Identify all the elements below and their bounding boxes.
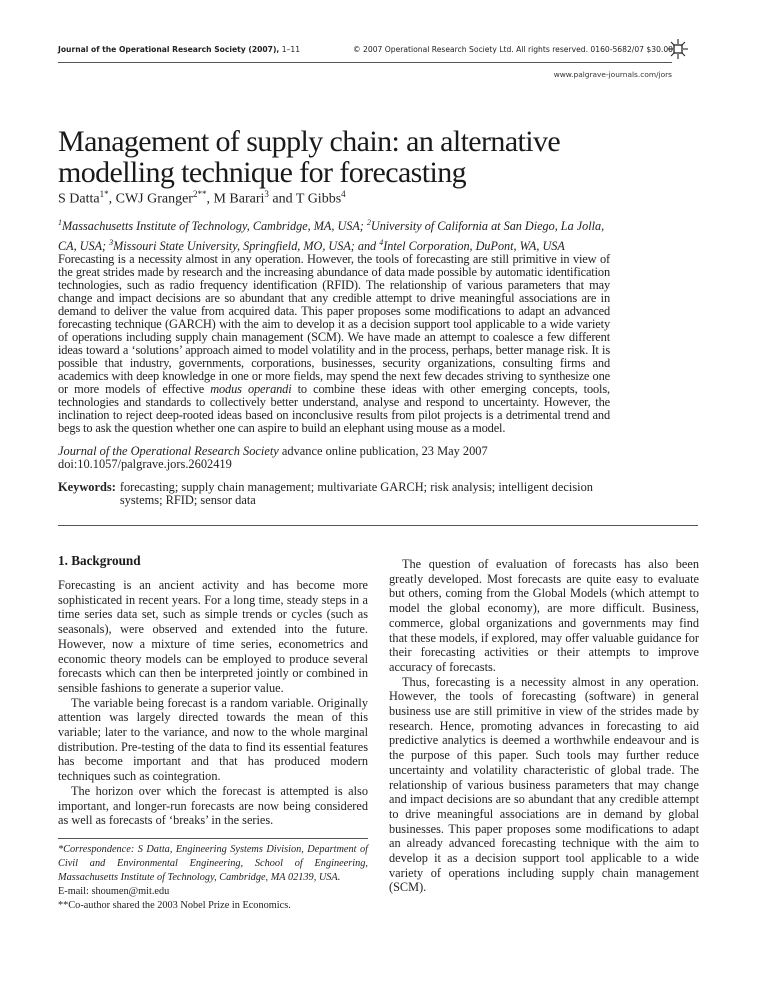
- header-divider: [58, 62, 672, 63]
- author-mark: 2**: [192, 189, 207, 199]
- doi[interactable]: doi:10.1057/palgrave.jors.2602419: [58, 457, 232, 471]
- affiliation: Massachusetts Institute of Technology, Cambridge, MA, USA;: [62, 219, 367, 234]
- author-mark: 4: [341, 189, 346, 199]
- paragraph: The horizon over which the forecast is attempted is also important, and longer-run forecasts are now being considered as well as forecasts of ‘breaks’ in the series.: [58, 783, 368, 828]
- affiliation-mark: 1: [58, 218, 62, 227]
- abstract-text: Forecasting is a necessity almost in any operation. However, the tools of forecasting are still primitive in view of the great strides made by research and the increasing abundance of data made possible by automatic identification technologies, such as radio frequency identification (RFID). The relationship of various parameters that may change and impact decisions are so abundant that any credible attempt to drive meaningful associations are in demand to deliver the value from acquired data. This paper proposes some modifications to adapt an advanced forecasting technique (GARCH) with the aim to develop it as a decision support tool applicable to a wide variety of operations including supply chain management (SCM). We have made an attempt to coalesce a few different ideas toward a ‘solutions’ approach aimed to model volatility and in the process, perhaps, better manage risk. It is possible that industry, governments, corporations, businesses, security organizations, consulting firms and academics with deep knowledge in one or more fields, may spend the next few decades striving to synthesize one or more models of effective: [58, 252, 610, 396]
- right-column: [389, 557, 699, 895]
- author-separator: ,: [108, 191, 116, 207]
- affiliation-mark: 4: [379, 237, 384, 247]
- citation-block: [58, 445, 618, 471]
- keywords-label: Keywords:: [58, 480, 116, 494]
- keywords: [58, 481, 618, 507]
- affiliations: [58, 215, 618, 254]
- journal-name: Journal of the Operational Research Society (2007),: [58, 45, 280, 54]
- author: CWJ Granger: [115, 191, 193, 207]
- affiliation: Intel Corporation, DuPont, WA, USA: [383, 238, 565, 253]
- email[interactable]: E-mail: shoumen@mit.edu: [58, 886, 170, 897]
- abstract-text: to combine these ideas with other emerging concepts, tools, technologies and standards to collectively better understand, analyse and respond to uncertainty. However, the inclination to reject deep-rooted ideas based on inconclusive results from pilot projects is a detrimental trend and begs to ask the question whether one can aspire to build an elephant using mouse as a model.: [58, 382, 610, 435]
- correspondence-note: *Correspondence: S Datta, Engineering Systems Division, Department of Civil and Environmental Engineering, School of Engineering, Massachusetts Institute of Technology, Cambridge, MA 02139, USA.: [58, 844, 368, 883]
- page-range: 1–11: [279, 45, 301, 54]
- affiliation: Missouri State University, Springfield, MO, USA; and: [113, 238, 380, 253]
- running-header: [58, 45, 673, 54]
- author-separator: and: [268, 191, 296, 207]
- paragraph: Thus, forecasting is a necessity almost in any operation. However, the tools of forecasting (software) in general business use are still primitive in view of the strides made by research. Hence, promoting advances in forecasting to aid predictive analytics is deemed a worthwhile endeavour and is the purpose of this paper. Such tools may further reduce uncertainty and volatility characteristic of global trade. The relationship of various business parameters that may change and impact decisions are so abundant that any credible attempt to drive meaningful associations are in demand by global businesses. This paper proposes some modifications to adapt an already advanced forecasting technique with the aim to develop it as a decision support tool applicable to a wide variety of operations including supply chain management (SCM).: [389, 674, 699, 895]
- affiliation: University of California at San Diego, La Jolla, CA, USA;: [58, 219, 605, 253]
- left-column: [58, 578, 368, 828]
- footnote-divider: [58, 838, 368, 839]
- author: M Barari: [213, 191, 265, 207]
- author-separator: ,: [206, 191, 214, 207]
- author-mark: 1*: [99, 189, 109, 199]
- affiliation-mark: 2: [366, 218, 371, 227]
- citation-publication: advance online publication, 23 May 2007: [278, 444, 488, 458]
- coauthor-note: **Co-author shared the 2003 Nobel Prize in Economics.: [58, 900, 291, 911]
- journal-citation: [58, 45, 300, 54]
- paragraph: The variable being forecast is a random variable. Originally attention was largely directed towards the mean of this variable; later to the variance, and now to the whole marginal distribution. Pre-testing of the data to find its essential features has become important and that has produced modern techniques such as cointegration.: [58, 695, 368, 784]
- paragraph: Forecasting is an ancient activity and has become more sophisticated in recent years. For a long time, steady steps in a time series data set, such as simple trends or cycles (such as seasonals), were observed and extended into the future. However, now a mixture of time series, econometrics and economic theory models can be employed to produce several forecasts which can then be interpreted jointly or combined in sensible fashions to generate a superior value.: [58, 578, 368, 695]
- keywords-list: forecasting; supply chain management; multivariate GARCH; risk analysis; intelligent decision systems; RFID; sensor data: [119, 480, 593, 507]
- publisher-starburst-icon: [667, 38, 689, 60]
- author-mark: 3: [264, 189, 269, 199]
- author-list: [58, 189, 346, 208]
- author: T Gibbs: [295, 191, 342, 207]
- abstract: [58, 253, 610, 435]
- section-heading: 1. Background: [58, 553, 141, 568]
- copyright-notice: © 2007 Operational Research Society Ltd. All rights reserved. 0160-5682/07 $30.00: [353, 45, 673, 54]
- affiliation-mark: 3: [109, 237, 114, 247]
- citation-journal: Journal of the Operational Research Society: [58, 444, 279, 458]
- footnotes: [58, 843, 368, 913]
- author: S Datta: [58, 191, 100, 207]
- paragraph: The question of evaluation of forecasts has also been greatly developed. Most forecasts are quite easy to evaluate but others, coming from the Global Models (which attempt to model the global economy), are more difficult. Business, commerce, global organizations and governments may find that these models, if explored, may offer valuable guidance for their forecasting activities or their attempts to improve accuracy of forecasts.: [389, 557, 699, 674]
- article-title: Management of supply chain: an alternative modelling technique for forecasting: [58, 125, 561, 189]
- abstract-emphasis: modus operandi: [210, 382, 292, 396]
- body-divider: [58, 525, 698, 526]
- journal-url[interactable]: www.palgrave-journals.com/jors: [553, 70, 672, 79]
